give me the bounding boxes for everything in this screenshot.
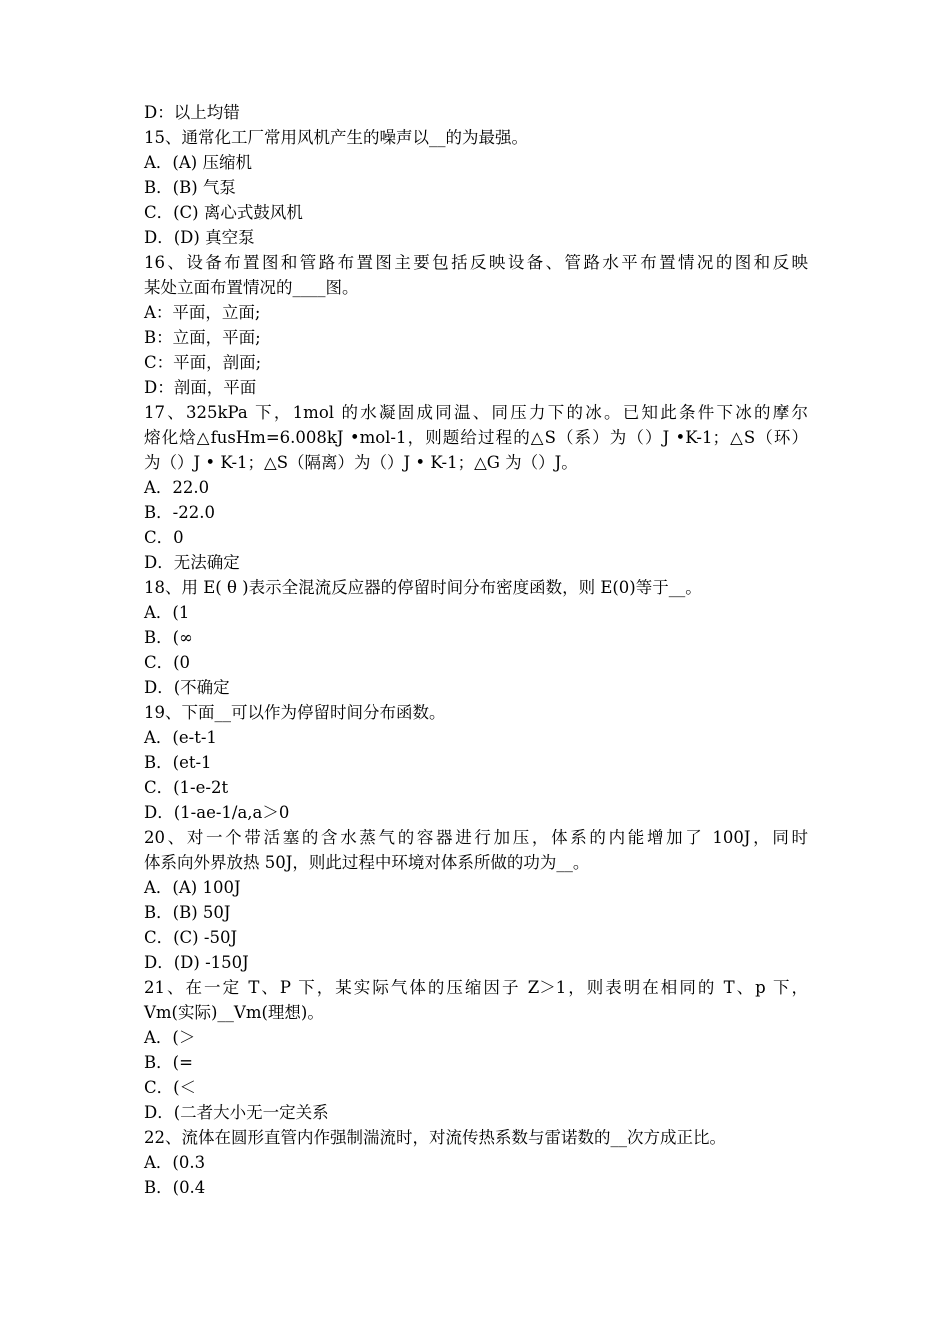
text-line: B．(∞ [144, 628, 193, 647]
text-line: A．(A) 压缩机 [144, 153, 252, 172]
text-line: C．0 [144, 528, 184, 547]
text-line: A．(e-t-1 [144, 728, 217, 747]
document-body [144, 100, 808, 1200]
text-line: C．(C) 离心式鼓风机 [144, 203, 303, 222]
text-line: D：以上均错 [144, 103, 240, 122]
text-line: B．-22.0 [144, 503, 215, 522]
text-line: 22、流体在圆形直管内作强制湍流时，对流传热系数与雷诺数的__次方成正比。 [144, 1128, 726, 1147]
text-line: D．(D) -150J [144, 953, 249, 972]
text-line: A．(1 [144, 603, 190, 622]
text-line: D．无法确定 [144, 553, 240, 572]
text-line: C．(0 [144, 653, 191, 672]
text-line: A：平面，立面; [144, 303, 261, 322]
text-line: Vm(实际)__Vm(理想)。 [144, 1003, 324, 1022]
text-line: 某处立面布置情况的____图。 [144, 278, 359, 297]
text-line: C．(＜ [144, 1078, 197, 1097]
text-line: D：剖面，平面 [144, 378, 257, 397]
text-line: A．(0.3 [144, 1153, 206, 1172]
text-line: B．(= [144, 1053, 193, 1072]
text-line: C．(1-e-2t [144, 778, 229, 797]
text-line: B．(0.4 [144, 1178, 206, 1197]
text-line: D．(不确定 [144, 678, 230, 697]
text-line: 15、通常化工厂常用风机产生的噪声以__的为最强。 [144, 128, 528, 147]
text-line: 16、设备布置图和管路布置图主要包括反映设备、管路水平布置情况的图和反映 [144, 253, 808, 272]
text-line: A．(A) 100J [144, 878, 241, 897]
text-line: B．(B) 气泵 [144, 178, 236, 197]
text-line: C．(C) -50J [144, 928, 238, 947]
text-line: D．(二者大小无一定关系 [144, 1103, 329, 1122]
text-line: B：立面，平面; [144, 328, 261, 347]
text-line: 17、325kPa 下，1mol 的水凝固成同温、同压力下的冰。已知此条件下冰的摩尔 [144, 403, 808, 422]
text-line: B．(et-1 [144, 753, 212, 772]
text-line: 20、对一个带活塞的含水蒸气的容器进行加压，体系的内能增加了 100J，同时 [144, 828, 808, 847]
text-line: 为（）J • K-1；△S（隔离）为（）J • K-1；△G 为（）J。 [144, 453, 578, 472]
text-line: D．(D) 真空泵 [144, 228, 255, 247]
text-line: 21、在一定 T、P 下，某实际气体的压缩因子 Z＞1，则表明在相同的 T、p 下， [144, 978, 808, 997]
text-line: 18、用 E( θ )表示全混流反应器的停留时间分布密度函数，则 E(0)等于__。 [144, 578, 702, 597]
text-line: A．(＞ [144, 1028, 196, 1047]
text-line: A．22.0 [144, 478, 210, 497]
text-line: D．(1-ae-1/a,a＞0 [144, 803, 290, 822]
text-line: 熔化焓△fusHm=6.008kJ •mol-1，则题给过程的△S（系）为（）J •K-1；△S（环） [144, 428, 808, 447]
text-line: B．(B) 50J [144, 903, 231, 922]
text-line: C：平面，剖面; [144, 353, 262, 372]
text-line: 体系向外界放热 50J，则此过程中环境对体系所做的功为__。 [144, 853, 590, 872]
text-line: 19、下面__可以作为停留时间分布函数。 [144, 703, 446, 722]
